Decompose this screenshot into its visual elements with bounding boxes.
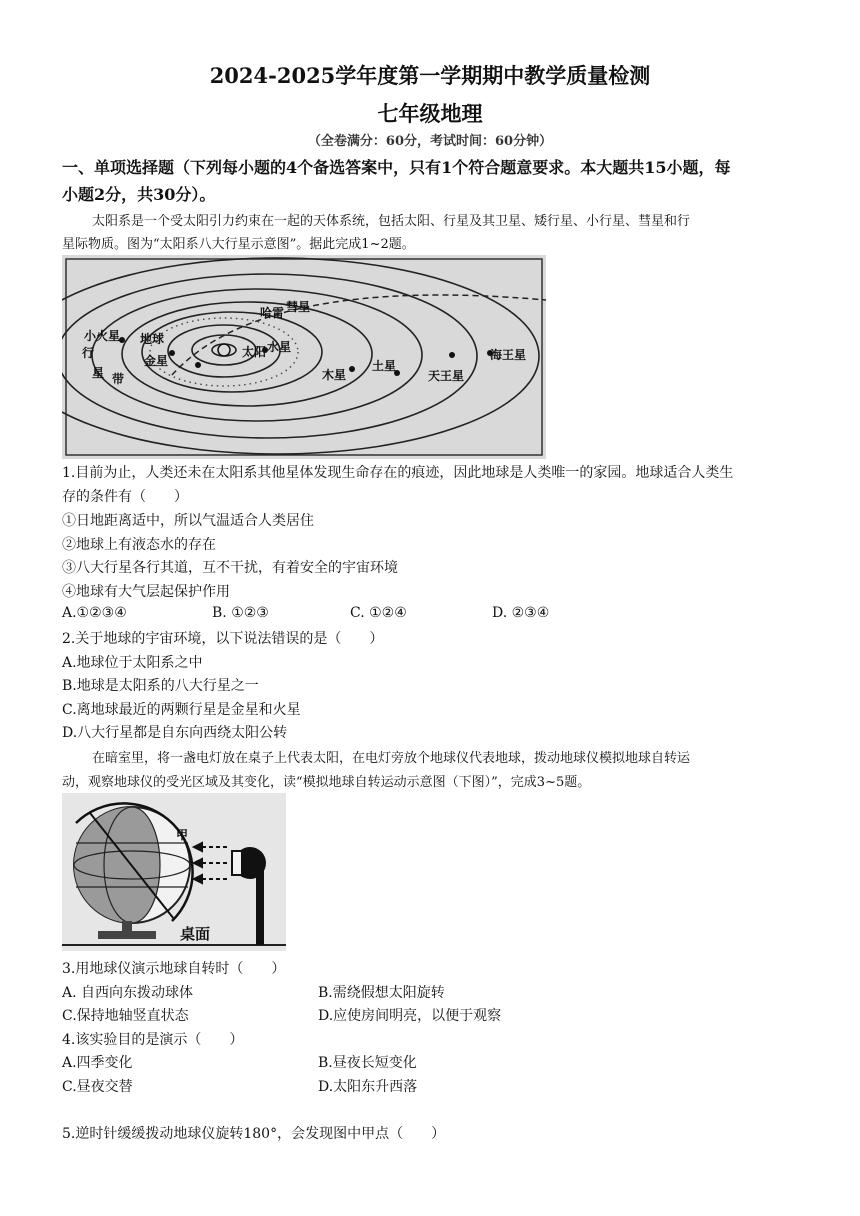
exam-title: 2024-2025学年度第一学期期中教学质量检测 bbox=[209, 63, 651, 88]
q1-item2: ②地球上有液态水的存在 bbox=[62, 537, 216, 553]
q1-item1: ①日地距离适中，所以气温适合人类居住 bbox=[62, 513, 314, 529]
globe-figure bbox=[62, 793, 286, 951]
svg-text:太阳: 太阳 bbox=[242, 345, 267, 359]
svg-text:星: 星 bbox=[92, 366, 105, 380]
exam-subtitle: 七年级地理 bbox=[377, 101, 483, 126]
q3-option-a[interactable]: A. 自西向东拨动球体 bbox=[62, 985, 194, 1001]
q4-option-c[interactable]: C.昼夜交替 bbox=[62, 1079, 133, 1095]
q3-option-d[interactable]: D.应使房间明亮，以便于观察 bbox=[318, 1008, 502, 1024]
q4-option-d[interactable]: D.太阳东升西落 bbox=[318, 1079, 418, 1095]
q2-option-b[interactable]: B.地球是太阳系的八大行星之一 bbox=[62, 678, 259, 694]
svg-text:土星: 土星 bbox=[372, 359, 397, 373]
q2-option-a[interactable]: A.地球位于太阳系之中 bbox=[62, 655, 203, 671]
intro2-line2: 动，观察地球仪的受光区域及其变化，读“模拟地球自转运动示意图（下图）”，完成3~5题。 bbox=[62, 775, 591, 790]
q1-item4: ④地球有大气层起保护作用 bbox=[62, 584, 230, 600]
svg-text:水星: 水星 bbox=[267, 340, 292, 354]
svg-text:带: 带 bbox=[112, 372, 125, 386]
exam-note: （全卷满分：60分，考试时间：60分钟） bbox=[307, 134, 553, 149]
solar-system-figure bbox=[62, 255, 546, 459]
intro1-line2: 星际物质。图为“太阳系八大行星示意图”。据此完成1~2题。 bbox=[62, 237, 415, 252]
intro2-line1: 在暗室里，将一盏电灯放在桌子上代表太阳，在电灯旁放个地球仪代表地球，拨动地球仪模拟地球自转运 bbox=[92, 751, 691, 766]
q5-stem: 5.逆时针缓缓拨动地球仪旋转180°，会发现图中甲点（ ） bbox=[62, 1126, 446, 1142]
q1-stem-line1: 1.目前为止，人类还未在太阳系其他星体发现生命存在的痕迹，因此地球是人类唯一的家园。地球适合人类生 bbox=[62, 465, 734, 481]
intro1-line1: 太阳系是一个受太阳引力约束在一起的天体系统，包括太阳、行星及其卫星、矮行星、小行星、彗星和行 bbox=[92, 214, 691, 229]
q1-item3: ③八大行星各行其道，互不干扰，有着安全的宇宙环境 bbox=[62, 560, 398, 576]
q1-stem-line2: 存的条件有（ ） bbox=[62, 489, 188, 505]
svg-text:桌面: 桌面 bbox=[180, 925, 211, 943]
q4-stem: 4.该实验目的是演示（ ） bbox=[62, 1032, 244, 1048]
svg-text:天王星: 天王星 bbox=[428, 369, 465, 383]
svg-text:甲: 甲 bbox=[176, 828, 189, 842]
svg-text:行: 行 bbox=[82, 346, 95, 360]
q2-stem: 2.关于地球的宇宙环境，以下说法错误的是（ ） bbox=[62, 631, 384, 647]
section-heading-line1: 一、单项选择题（下列每小题的4个备选答案中，只有1个符合题意要求。本大题共15小题，每 bbox=[62, 158, 731, 177]
svg-text:金星: 金星 bbox=[144, 354, 169, 368]
q2-option-c[interactable]: C.离地球最近的两颗行星是金星和火星 bbox=[62, 702, 301, 718]
svg-text:小火星: 小火星 bbox=[84, 329, 121, 343]
q1-option-a[interactable]: A.①②③④ bbox=[62, 605, 127, 621]
svg-text:海王星: 海王星 bbox=[490, 348, 527, 362]
section-heading-line2: 小题2分，共30分）。 bbox=[62, 185, 216, 204]
q4-option-a[interactable]: A.四季变化 bbox=[62, 1055, 133, 1071]
q4-option-b[interactable]: B.昼夜长短变化 bbox=[318, 1055, 417, 1071]
q3-option-c[interactable]: C.保持地轴竖直状态 bbox=[62, 1008, 189, 1024]
q1-option-b[interactable]: B. ①②③ bbox=[212, 605, 269, 621]
svg-text:木星: 木星 bbox=[322, 368, 347, 382]
svg-text:地球: 地球 bbox=[140, 332, 165, 346]
q1-option-d[interactable]: D. ②③④ bbox=[492, 605, 550, 621]
q1-option-c[interactable]: C. ①②④ bbox=[350, 605, 407, 621]
q3-option-b[interactable]: B.需绕假想太阳旋转 bbox=[318, 985, 445, 1001]
svg-text:哈雷: 哈雷 bbox=[260, 306, 285, 320]
q2-option-d[interactable]: D.八大行星都是自东向西绕太阳公转 bbox=[62, 725, 288, 741]
svg-text:彗星: 彗星 bbox=[286, 300, 311, 314]
q3-stem: 3.用地球仪演示地球自转时（ ） bbox=[62, 961, 286, 977]
